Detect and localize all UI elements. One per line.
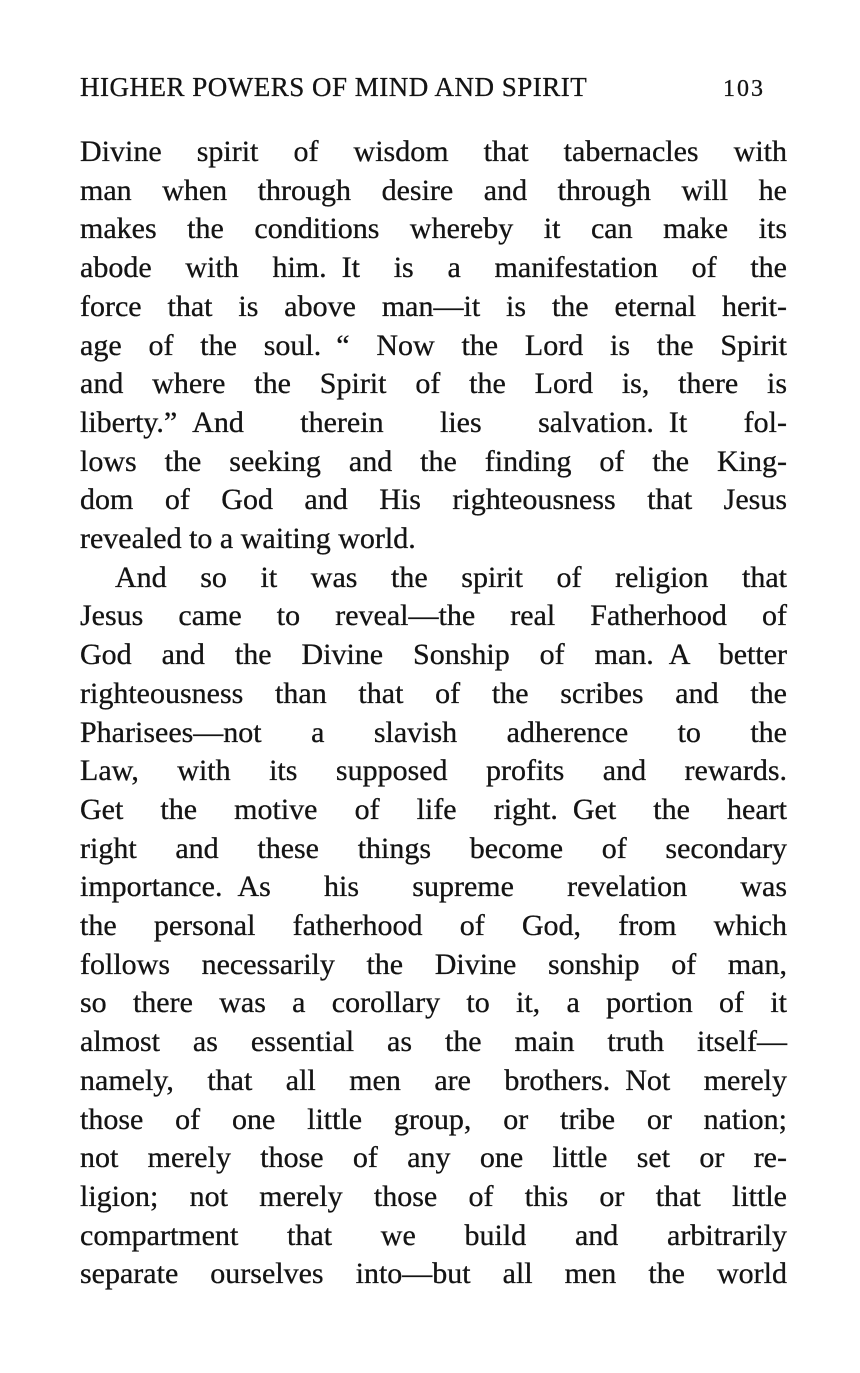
text-line: compartment that we build and arbitrarily <box>80 1218 787 1252</box>
page-number: 103 <box>723 76 765 102</box>
text-line: force that is above man—it is the eternal herit- <box>80 289 787 323</box>
text-line: not merely those of any one little set or re- <box>80 1141 787 1175</box>
text-line: so there was a corollary to it, a portion of it <box>80 986 787 1020</box>
text-line: liberty.” And therein lies salvation. It fol- <box>80 405 787 439</box>
text-line: man when through desire and through will he <box>80 173 787 207</box>
page-body <box>80 133 787 1294</box>
running-head <box>80 70 787 106</box>
text-line: follows necessarily the Divine sonship of man, <box>80 947 787 981</box>
text-line: namely, that all men are brothers. Not merely <box>80 1063 787 1097</box>
text-line: separate ourselves into—but all men the world <box>80 1257 787 1291</box>
text-line: and where the Spirit of the Lord is, there is <box>80 367 787 401</box>
text-line: Divine spirit of wisdom that tabernacles with <box>80 135 787 168</box>
text-line: the personal fatherhood of God, from which <box>80 909 787 943</box>
text-line: righteousness than that of the scribes and the <box>80 676 787 710</box>
text-line: makes the conditions whereby it can make its <box>80 212 787 246</box>
paragraph <box>80 133 787 559</box>
text-line: Law, with its supposed profits and rewards. <box>80 754 787 788</box>
text-line: age of the soul. “ Now the Lord is the Spirit <box>80 328 787 362</box>
text-line: Jesus came to reveal—the real Fatherhood of <box>80 599 787 633</box>
text-line: And so it was the spirit of religion that <box>115 560 787 594</box>
text-block <box>80 70 787 1294</box>
text-line: right and these things become of secondary <box>80 831 787 865</box>
text-line: God and the Divine Sonship of man. A better <box>80 638 787 672</box>
text-line: lows the seeking and the finding of the King- <box>80 444 787 478</box>
text-line: revealed to a waiting world. <box>80 522 416 556</box>
paragraph <box>80 559 787 1294</box>
text-line: those of one little group, or tribe or nation; <box>80 1102 787 1136</box>
text-line: ligion; not merely those of this or that little <box>80 1179 787 1213</box>
text-line: abode with him. It is a manifestation of the <box>80 251 787 285</box>
text-line: Get the motive of life right. Get the heart <box>80 792 787 826</box>
running-head-title: HIGHER POWERS OF MIND AND SPIRIT <box>80 72 588 102</box>
text-line: importance. As his supreme revelation was <box>80 870 787 904</box>
text-line: almost as essential as the main truth itself— <box>80 1025 787 1059</box>
text-line: dom of God and His righteousness that Jesus <box>80 483 787 517</box>
text-line: Pharisees—not a slavish adherence to the <box>80 715 787 749</box>
